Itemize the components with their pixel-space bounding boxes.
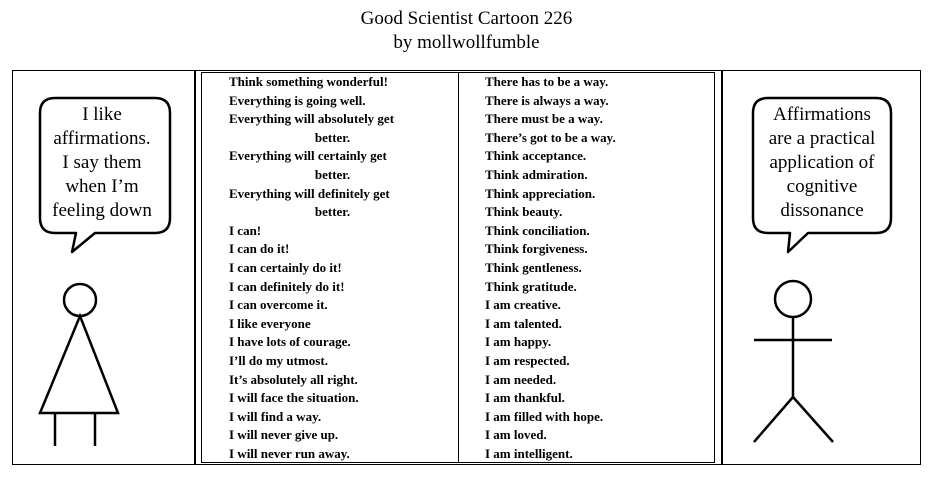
stick-figure-man	[754, 281, 833, 442]
affirmation-item: Think beauty.	[485, 204, 563, 220]
affirmation-item: Everything is going well.	[229, 92, 366, 108]
cartoon-byline: by mollwollfumble	[393, 32, 540, 53]
speech-line: I like	[82, 104, 122, 125]
affirmations-list-right	[485, 73, 710, 463]
cartoon-title: Good Scientist Cartoon 226	[360, 8, 573, 29]
speech-line: affirmations.	[53, 128, 151, 149]
affirmation-item: Think something wonderful!	[229, 74, 388, 89]
speech-line: dissonance	[780, 200, 864, 221]
affirmation-item: I am talented.	[485, 315, 562, 331]
affirmation-item: I will find a way.	[229, 408, 322, 424]
speech-line: application of	[769, 152, 875, 173]
affirmation-item: I am intelligent.	[485, 445, 573, 461]
affirmation-item: Think gentleness.	[485, 259, 582, 275]
speech-line: Affirmations	[773, 104, 871, 125]
affirmation-item: There must be a way.	[485, 111, 603, 127]
affirmation-item: I can definitely do it!	[229, 278, 345, 294]
speech-line: I say them	[62, 152, 142, 173]
affirmation-item: Think acceptance.	[485, 148, 587, 164]
right-speech-text	[753, 103, 891, 223]
affirmation-item: Think gratitude.	[485, 278, 577, 294]
left-speech-text	[40, 103, 164, 223]
affirmation-item: I am needed.	[485, 371, 557, 387]
affirmation-item: Think conciliation.	[485, 222, 590, 238]
speech-line: are a practical	[768, 128, 876, 149]
speech-line: when I’m	[65, 176, 139, 197]
affirmation-item: I am creative.	[485, 297, 561, 313]
affirmation-item: I have lots of courage.	[229, 334, 351, 350]
speech-line: cognitive	[786, 176, 858, 197]
affirmation-item: I can!	[229, 222, 262, 238]
affirmation-item: I am loved.	[485, 427, 547, 443]
affirmation-item: Everything will certainly get better.	[229, 148, 387, 182]
affirmation-item: I am respected.	[485, 352, 570, 368]
speech-line: feeling down	[52, 200, 152, 221]
affirmation-item: Think forgiveness.	[485, 241, 588, 257]
affirmation-item: There is always a way.	[485, 92, 609, 108]
affirmation-item: I like everyone	[229, 315, 311, 331]
affirmation-item: I can certainly do it!	[229, 259, 342, 275]
affirmation-item: Everything will absolutely get better.	[229, 111, 395, 145]
affirmation-item: Think admiration.	[485, 166, 588, 182]
affirmation-item: I am thankful.	[485, 390, 565, 406]
affirmation-item: There has to be a way.	[485, 74, 609, 89]
affirmation-item: I will never give up.	[229, 427, 339, 443]
affirmation-item: I am filled with hope.	[485, 408, 604, 424]
affirmation-item: I can overcome it.	[229, 297, 328, 313]
stick-figure-woman	[40, 284, 118, 446]
affirmation-item: I can do it!	[229, 241, 290, 257]
affirmation-item: I will never run away.	[229, 445, 350, 461]
affirmation-item: There’s got to be a way.	[485, 129, 616, 145]
affirmation-item: Everything will definitely get better.	[229, 185, 390, 220]
affirmations-list-left	[229, 73, 444, 463]
affirmation-item: I will face the situation.	[229, 390, 359, 406]
affirmation-item: It’s absolutely all right.	[229, 371, 358, 387]
affirmation-item: I’ll do my utmost.	[229, 352, 328, 368]
affirmation-item: I am happy.	[485, 334, 552, 350]
affirmation-item: Think appreciation.	[485, 185, 596, 201]
